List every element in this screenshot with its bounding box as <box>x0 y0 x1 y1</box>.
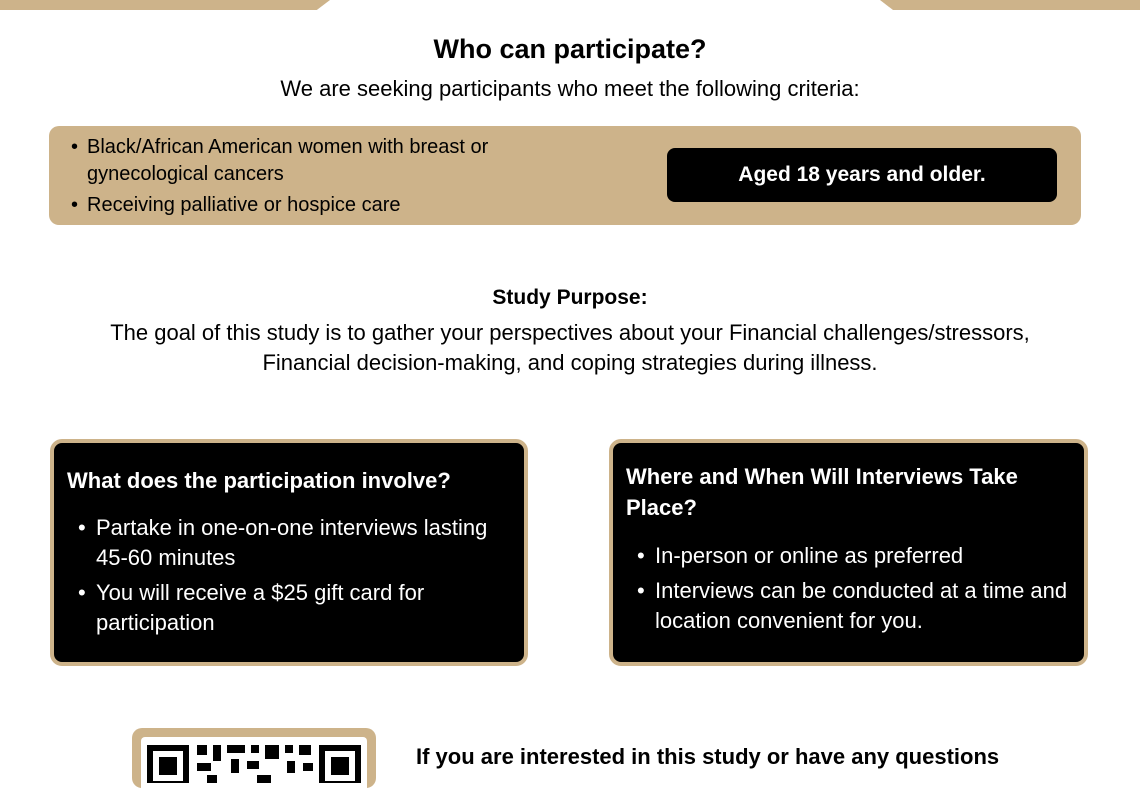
criteria-intro: We are seeking participants who meet the following criteria: <box>280 76 860 101</box>
participation-list <box>78 513 512 638</box>
page-title: Who can participate? <box>433 34 707 64</box>
bullet-icon: • <box>637 578 645 603</box>
top-decorative-band-left <box>0 0 330 10</box>
criteria-list <box>71 134 611 219</box>
age-requirement-badge <box>667 148 1057 202</box>
qr-code-frame <box>132 728 376 788</box>
participation-card <box>50 439 528 666</box>
top-decorative-band-right <box>880 0 1140 10</box>
interviews-card-title: Where and When Will Interviews Take Place? <box>626 464 1018 520</box>
criteria-item <box>71 192 611 219</box>
study-purpose-title: Study Purpose: <box>492 286 648 309</box>
participation-item <box>78 578 512 638</box>
participation-item-text: Partake in one-on-one interviews lasting 45-60 minutes <box>96 515 488 570</box>
criteria-item-text: Receiving palliative or hospice care <box>87 194 401 216</box>
interviews-item <box>637 576 1072 636</box>
contact-invitation-text: If you are interested in this study or have any questions <box>416 744 1000 769</box>
criteria-panel <box>49 126 1081 225</box>
bullet-icon: • <box>71 194 79 216</box>
qr-code[interactable] <box>141 737 367 797</box>
interviews-item-text: Interviews can be conducted at a time and location convenient for you. <box>655 578 1068 633</box>
interviews-card <box>609 439 1088 666</box>
participation-card-title: What does the participation involve? <box>67 468 451 493</box>
participation-item-text: You will receive a $25 gift card for participation <box>96 580 425 635</box>
criteria-item-text: Black/African American women with breast or gynecological cancers <box>87 136 489 185</box>
bullet-icon: • <box>637 543 645 568</box>
study-purpose-text: The goal of this study is to gather your perspectives about your Financial challenges/stressors, Financial decision-making, and coping strategies during illness. <box>110 320 1030 375</box>
bullet-icon: • <box>78 515 86 540</box>
qr-code-icon <box>147 743 361 783</box>
interviews-list <box>637 541 1072 636</box>
interviews-item-text: In-person or online as preferred <box>655 543 964 568</box>
criteria-item <box>71 134 611 188</box>
bullet-icon: • <box>78 580 86 605</box>
interviews-item <box>637 541 1072 571</box>
age-requirement-text: Aged 18 years and older. <box>738 163 986 186</box>
bullet-icon: • <box>71 136 79 158</box>
participation-item <box>78 513 512 573</box>
